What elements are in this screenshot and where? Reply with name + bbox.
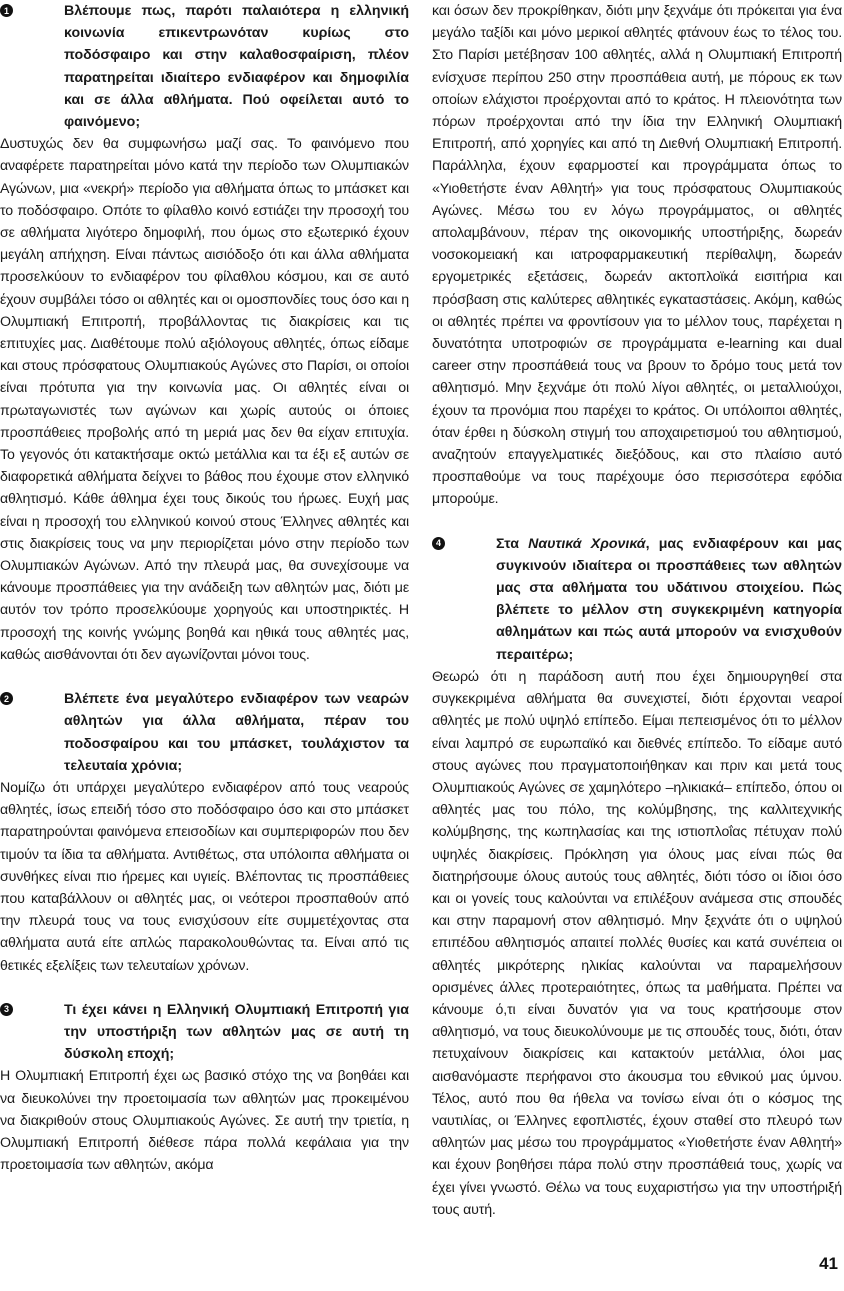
left-column — [0, 0, 409, 1176]
question-number-badge: 4 — [432, 537, 445, 550]
question-number-badge: 1 — [0, 4, 13, 17]
question-4 — [432, 533, 842, 666]
question-text — [496, 533, 842, 666]
answer-text: Θεωρώ ότι η παράδοση αυτή που έχει δημιουργηθεί στα συγκεκριμένα αθλήματα θα συνεχιστεί, διότι έρχονται νεαροί αθλητές με πολύ υψηλό επίπεδο. Είμαι πεπεισμένος ότι το μέλλον είναι λαμπρό σε ευρωπαϊκό και διεθνές επίπεδο. Το είδαμε αυτό στους αγώνες που πραγματοποιήθηκαν και πριν και μετά τους Ολυμπιακούς Αγώνες σε χαμηλότερο –ηλικιακά– επίπεδο, όπου οι αθλητές μας του πόλο, της κολύμβησης, της καλλιτεχνικής κολύμβησης, της κωπηλασίας και της ιστιοπλοΐας πέτυχαν πολύ υψηλές διακρίσεις. Πρόκληση για όλους μας είναι πώς θα διατηρήσουμε όλους αυτούς τους αθλητές, διότι τόσο οι ίδιοι όσο και οι γονείς τους καλούνται να επιλέξουν ανάμεσα στις σπουδές και στην παραμονή στον αθλητισμό. Μην ξεχνάτε ότι ο υψηλού επιπέδου αθλητισμός απαιτεί πολλές θυσίες και κατά συνέπεια οι αθλητές μικρότερης ηλικίας καλούνται να παραμελήσουν ορισμένες άλλες προτεραιότητες, όπως τα μαθήματα. Πρέπει να κάνουμε ό,τι είναι δυνατόν για να τους κρατήσουμε στον αθλητισμό, να τους διευκολύνουμε με τις σπουδές τους, διότι, όταν πετυχαίνουν διακρίσεις και κατακτούν μετάλλια, όλοι μας αισθανόμαστε περήφανοι στο άκουσμα του εθνικού μας ύμνου. Τέλος, αυτό που θα ήθελα να τονίσω είναι ότι ο κόσμος της ναυτιλίας, οι Έλληνες εφοπλιστές, έχουν σταθεί στο πλευρό των αθλητών μας μέσω του προγράμματος «Υιοθετήστε έναν Αθλητή» και έχουν βοηθήσει πάρα πολύ στην προσπάθειά τους, χωρίς να έχει γίνει γνωστό. Θέλω να τους ευχαριστήσω για την υποστήριξή τους αυτή. — [432, 668, 842, 1218]
answer-text: Η Ολυμπιακή Επιτροπή έχει ως βασικό στόχο της να βοηθάει και να διευκολύνει την προετοιμασία των αθλητών μας προκειμένου να διακριθούν στους Ολυμπιακούς Αγώνες. Σε αυτή την τριετία, η Ολυμπιακή Επιτροπή διέθεσε πάρα πολλά κεφάλαια για την προετοιμασία των αθλητών, ακόμα — [0, 1068, 409, 1174]
question-text: Βλέπετε ένα μεγαλύτερο ενδιαφέρον των νεαρών αθλητών για άλλα αθλήματα, πέραν του ποδοσφαίρου και του μπάσκετ, τουλάχιστον τα τελευταία χρόνια; — [64, 691, 409, 774]
answer-text: Νομίζω ότι υπάρχει μεγαλύτερο ενδιαφέρον από τους νεαρούς αθλητές, ίσως επειδή τόσο στο ποδόσφαιρο όσο και στο μπάσκετ παρατηρούνται φαινόμενα επεισοδίων και συμπεριφορών που δεν τιμούν τα ίδια τα αθλήματα. Αντιθέτως, στα υπόλοιπα αθλήματα οι συνθήκες είναι πιο ήρεμες και υγιείς. Βλέποντας τις προσπάθειες που καταβάλλουν οι αθλητές μας, οι νεότεροι προσπαθούν από την πλευρά τους να τους ενισχύσουν είτε συμμετέχοντας στα αθλήματα αυτά είτε απλώς παρακολουθώντας τα. Είναι από τις θετικές εξελίξεις των τελευταίων χρόνων. — [0, 779, 409, 974]
question-suffix: , μας ενδιαφέρουν και μας συγκινούν ιδιαίτερα οι προσπάθειες των αθλητών μας στα αθλήματα του υδάτινου στοιχείου. Πώς βλέπετε το μέλλον στη συγκεκριμένη κατηγορία αθλημάτων και πώς αυτά μπορούν να ενισχυθούν περαιτέρω; — [496, 535, 842, 663]
question-number-badge: 2 — [0, 692, 13, 705]
page-number: 41 — [819, 1254, 838, 1273]
question-3 — [0, 999, 409, 1066]
right-column — [432, 0, 842, 1221]
question-1 — [0, 0, 409, 133]
question-text: Τι έχει κάνει η Ελληνική Ολυμπιακή Επιτροπή για την υποστήριξη των αθλητών μας σε αυτή τη δύσκολη εποχή; — [64, 1001, 409, 1063]
magazine-title: Ναυτικά Χρονικά — [528, 535, 646, 552]
question-text: Βλέπουμε πως, παρότι παλαιότερα η ελληνική κοινωνία επικεντρωνόταν κυρίως στο ποδόσφαιρο και στην καλαθοσφαίριση, πλέον παρατηρείται ιδιαίτερο ενδιαφέρον και δημοφιλία και σε άλλα αθλήματα. Πού οφείλεται αυτό το φαινόμενο; — [64, 3, 409, 131]
question-number-badge: 3 — [0, 1003, 13, 1016]
answer-text: Δυστυχώς δεν θα συμφωνήσω μαζί σας. Το φαινόμενο που αναφέρετε παρατηρείται μόνο κατά την περίοδο των Ολυμπιακών Αγώνων, μια «νεκρή» περίοδο για αθλήματα όπως το μπάσκετ και το ποδόσφαιρο. Οπότε το φίλαθλο κοινό εστιάζει την προσοχή του σε αθλήματα λιγότερο δημοφιλή, που όμως στο εξωτερικό έχουν μεγάλη απήχηση. Είναι πάντως αισιόδοξο ότι και άλλα αθλήματα προσελκύουν το ενδιαφέρον του φίλαθλου κόσμου, και σε αυτό έχουν συμβάλει τόσο οι αθλητές και οι ομοσπονδίες τους όσο και η Ολυμπιακή Επιτροπή, προβάλλοντας τις διακρίσεις και τις επιτυχίες μας. Διαθέτουμε πολύ αξιόλογους αθλητές, όπως είδαμε και στους πρόσφατους Ολυμπιακούς Αγώνες στο Παρίσι, οι οποίοι είναι πρότυπα για την κοινωνία μας. Οι αθλητές είναι οι πρωταγωνιστές των αγώνων και χωρίς αυτούς οι όποιες προσπάθειες προβολής από τη μεριά μας δεν θα είχαν επιτυχία. Το γεγονός ότι κατακτήσαμε οκτώ μετάλλια και τα έξι εξ αυτών σε διαφορετικά αθλήματα δείχνει το βάθος που έχουμε στον ελληνικό αθλητισμό. Κάθε άθλημα έχει τους δικούς του ήρωες. Ευχή μας είναι η προσοχή του ελληνικού κοινού στους Έλληνες αθλητές και στις διακρίσεις τους να μην περιορίζεται μόνο στην περίοδο των Ολυμπιακών Αγώνων. Από την πλευρά μας, θα συνεχίσουμε να κάνουμε προσπάθειες για την ανάδειξη των αθλητών μας, διότι με αυτόν τον τρόπο προσελκύουμε χορηγούς και υποστηρικτές. Η προσοχή της κοινής γνώμης βοηθά και ηθικά τους αθλητές μας, καθώς αισθάνονται ότι δεν αγωνίζονται μόνοι τους. — [0, 136, 409, 663]
answer-text-continued: και όσων δεν προκρίθηκαν, διότι μην ξεχνάμε ότι πρόκειται για ένα μεγάλο ταξίδι και μόνο μερικοί αθλητές φτάνουν έως το τέλος του. Στο Παρίσι μετέβησαν 100 αθλητές, αλλά η Ολυμπιακή Επιτροπή ενίσχυσε περίπου 250 στην προσπάθεια αυτή, με πόρους εκ των οποίων ελάχιστοι προέρχονται από το κράτος. Η πλειονότητα των πόρων προέρχονται από την ίδια την Ελληνική Ολυμπιακή Επιτροπή, από χορηγίες και από τη Διεθνή Ολυμπιακή Επιτροπή. Παράλληλα, έχουν εφαρμοστεί και προγράμματα όπως το «Υιοθετήστε έναν Αθλητή» για τους πρόσφατους Ολυμπιακούς Αγώνες. Μέσω του εν λόγω προγράμματος, οι αθλητές απολαμβάνουν, πέραν της οικονομικής υποστήριξης, δωρεάν νοσοκομειακή και ιατροφαρμακευτική περίθαλψη, δωρεάν εργομετρικές εξετάσεις, δωρεάν ακτοπλοϊκά εισιτήρια και πρόσβαση στις καλύτερες αθλητικές εγκαταστάσεις. Ακόμη, καθώς οι αθλητές πρέπει να φροντίσουν για το μέλλον τους, παρέχεται η δυνατότητα υποτροφιών σε προγράμματα e-learning και dual career στην προσπάθειά τους να βρουν το δρόμο τους μετά τον αθλητισμό. Μην ξεχνάμε ότι πολύ λίγοι αθλητές, οι μεταλλιούχοι, έχουν τα προνόμια που παρέχει το κράτος. Οι υπόλοιποι αθλητές, όταν έρθει η δύσκολη στιγμή του αποχαιρετισμού του αθλητισμού, αναζητούν επαγγελματικές διεξόδους, και στο πλαίσιο αυτό προσπαθούμε να τους παρέχουμε όσο περισσότερα εφόδια μπορούμε. — [432, 3, 842, 508]
question-2 — [0, 688, 409, 777]
question-prefix: Στα — [496, 535, 529, 552]
